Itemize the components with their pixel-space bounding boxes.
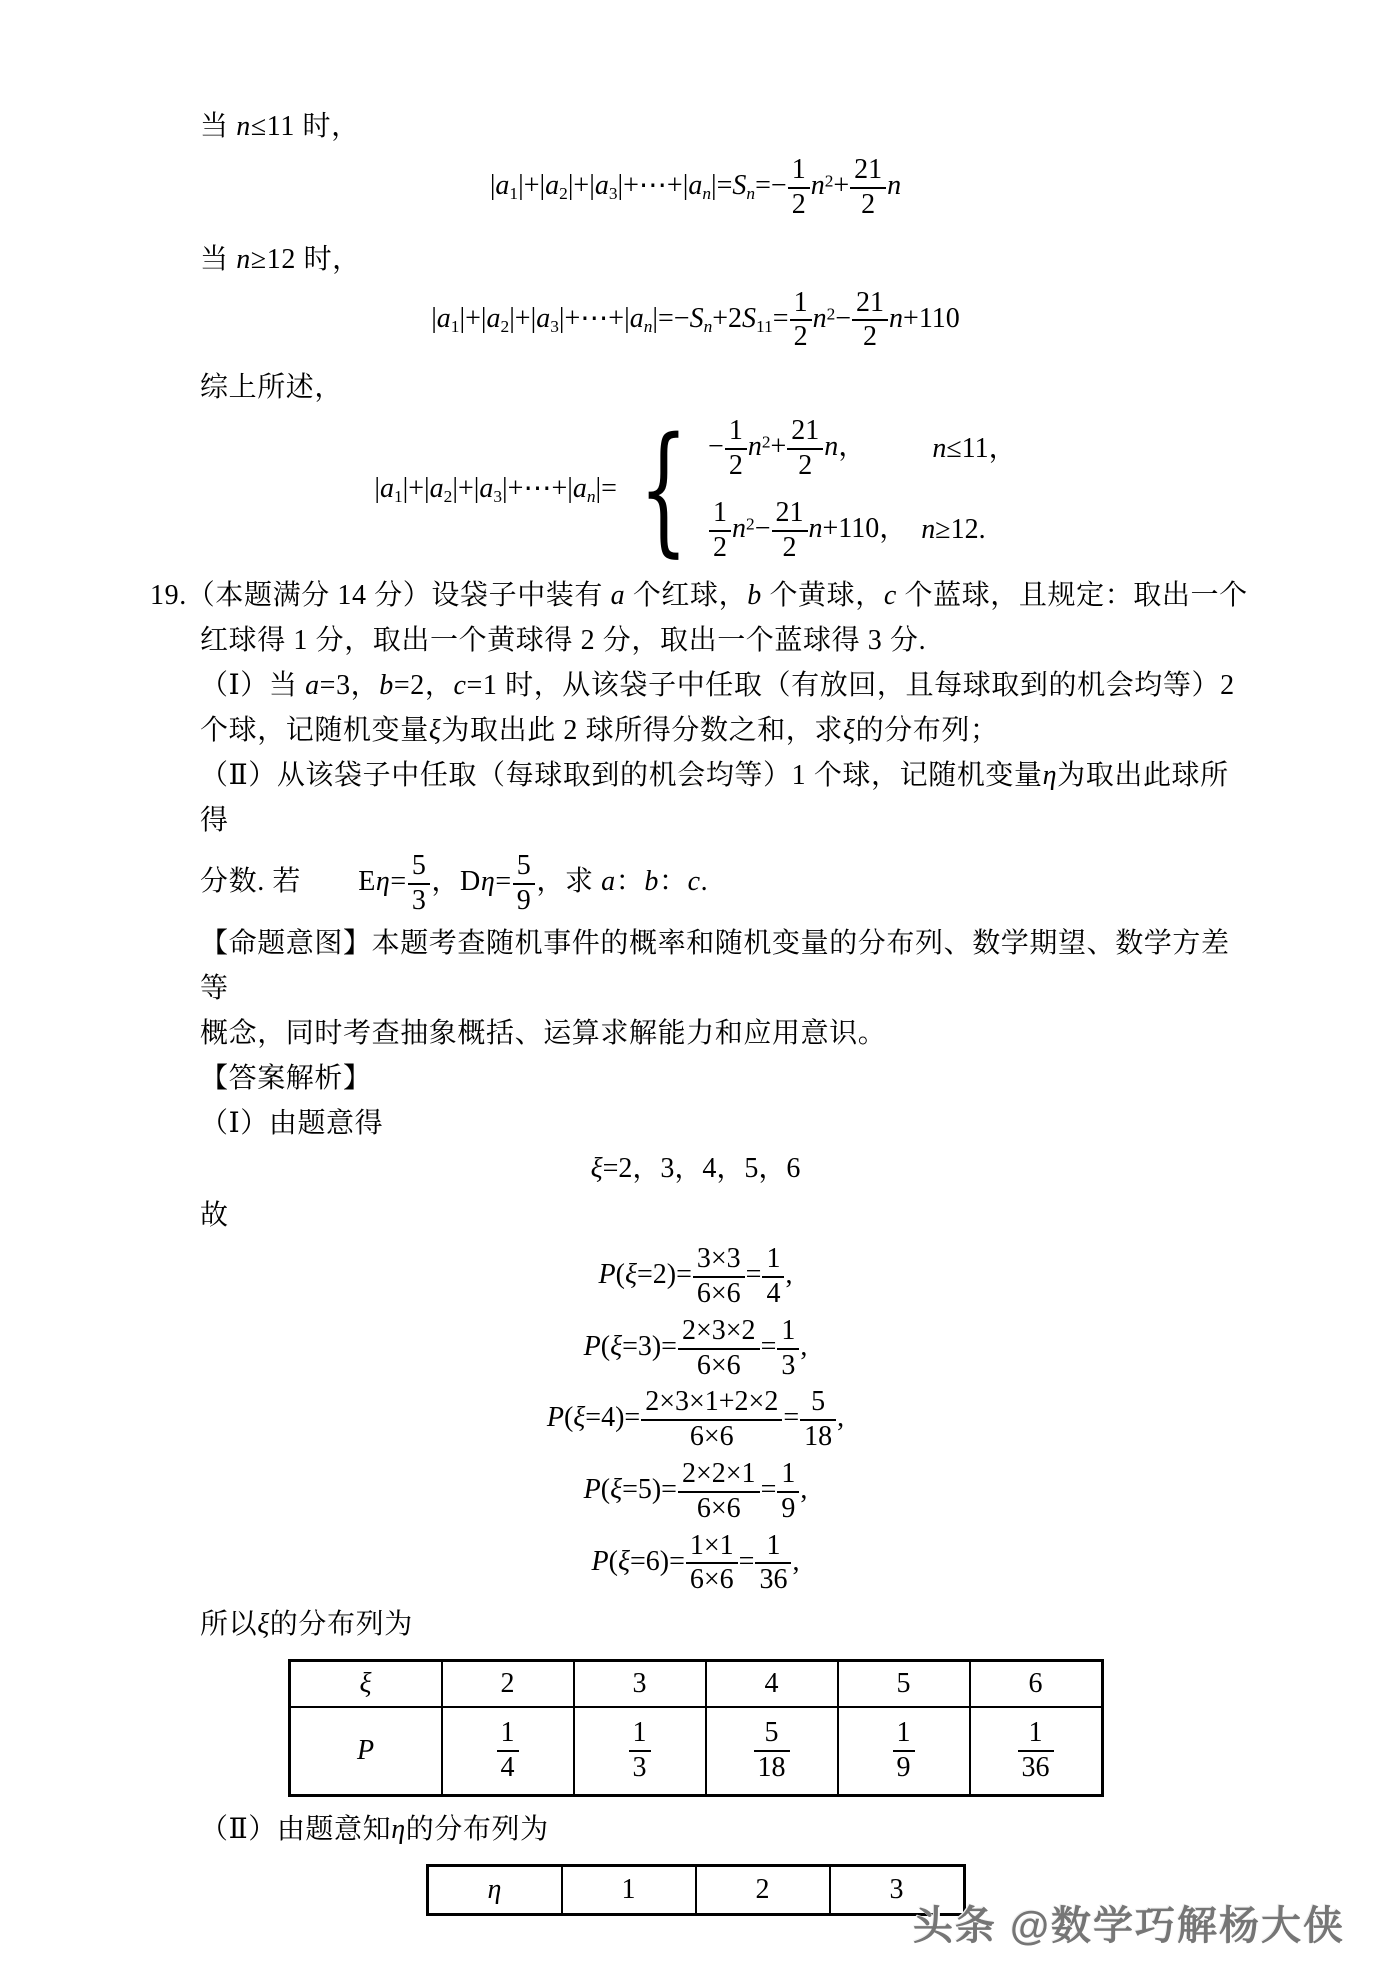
- table-cell-prob: $\frac{5}{18}$: [706, 1707, 838, 1796]
- table-cell-p-var: P: [289, 1707, 442, 1796]
- watermark-text: 头条 @数学巧解杨大侠: [912, 1904, 1345, 1948]
- question-19-part-2-line-2: 分数. 若 Eη= $\frac{5}{3}$ ，Dη= $\frac{5}{9}$ ，求 a：b：c.: [200, 850, 709, 916]
- case-1-condition: n≤11，: [932, 432, 1017, 464]
- intent-line-2: 概念，同时考查抽象概括、运算求解能力和应用意识。: [200, 1018, 887, 1050]
- table-row-eta-values: [427, 1866, 964, 1915]
- question-19-part-1-line-2: 个球，记随机变量ξ为取出此 2 球所得分数之和，求ξ的分布列；: [200, 715, 999, 747]
- question-19-line-2: 红球得 1 分，取出一个黄球得 2 分，取出一个蓝球得 3 分.: [200, 625, 927, 657]
- table-cell-xi-value: 5: [838, 1661, 970, 1708]
- part-2-solution-intro: （Ⅱ）由题意知η的分布列为: [200, 1814, 549, 1846]
- table-row-xi-probs: [289, 1707, 1102, 1796]
- xi-values-line: ξ=2，3，4，5，6: [590, 1153, 801, 1185]
- prob-equation-xi-6: P(ξ=6)= $\frac{1\times 1}{6\times 6}$ = $\frac{1}{36}$ ,: [591, 1529, 800, 1596]
- equation-sum-n-ge-12: $|a_1|+|a_2|+|a_3|+\cdots+|a_n|=-S_n+2S_{11}=$ $\frac{1}{2}$ $n^2-$ $\frac{21}{2}$ n+110: [431, 286, 960, 353]
- answer-analysis-label: 【答案解析】: [200, 1063, 372, 1095]
- piecewise-case-1: [708, 416, 1017, 482]
- xi-distribution-table: [288, 1659, 1104, 1797]
- prob-equation-xi-3: P(ξ=3)= $\frac{2\times 3\times 2}{6\times 6}$ = $\frac{1}{3}$ ,: [583, 1314, 808, 1381]
- case-2-condition: n≥12.: [921, 514, 986, 546]
- piecewise-lhs: $|a_1|+|a_2|+|a_3|+\cdots+|a_n|=$: [374, 472, 617, 506]
- intent-line-1: 【命题意图】本题考查随机事件的概率和随机变量的分布列、数学期望、数学方差等: [200, 928, 1230, 1005]
- distribution-intro-xi: 所以ξ的分布列为: [200, 1609, 413, 1641]
- curly-brace: {: [638, 408, 688, 572]
- table-cell-xi-value: 3: [574, 1661, 706, 1708]
- prob-equation-xi-2: P(ξ=2)= $\frac{3\times 3}{6\times 6}$ = $\frac{1}{4}$ ,: [598, 1243, 793, 1309]
- question-19-line-1: 19.（本题满分 14 分）设袋子中装有 a 个红球，b 个黄球，c 个蓝球，且规定：取出一个: [150, 580, 1248, 612]
- equation-sum-n-le-11: $|a_1|+|a_2|+|a_3|+\cdots+|a_n|=S_n=-$ $\frac{1}{2}$ $n^2+$ $\frac{21}{2}$ n: [489, 154, 902, 220]
- question-19-part-2-line-1: （Ⅱ）从该袋子中任取（每球取到的机会均等）1 个球，记随机变量η为取出此球所得: [200, 760, 1229, 837]
- line-when-n-ge-12: 当 n≥12 时，: [200, 243, 361, 275]
- question-19-part-1-line-1: （Ⅰ）当 a=3，b=2，c=1 时，从该袋子中任取（有放回，且每球取到的机会均等）2: [200, 670, 1235, 702]
- prob-equation-xi-4: P(ξ=4)= $\frac{2\times 3\times 1+2\times 2}{6\times 6}$ = $\frac{5}{18}$ ,: [546, 1386, 845, 1453]
- piecewise-cases: [708, 416, 1017, 563]
- piecewise-case-2: [708, 498, 1017, 564]
- table-cell-eta-var: η: [427, 1866, 562, 1915]
- gu-label: 故: [200, 1200, 229, 1232]
- part-1-solution-intro: （Ⅰ）由题意得: [200, 1108, 384, 1140]
- table-cell-xi-value: 6: [970, 1661, 1103, 1708]
- table-cell-xi-var: ξ: [289, 1661, 442, 1708]
- table-cell-xi-value: 4: [706, 1661, 838, 1708]
- piecewise-equation: [0, 408, 1391, 572]
- line-when-n-le-11: 当 n≤11 时，: [200, 111, 360, 142]
- table-cell-prob: $\frac{1}{36}$: [970, 1707, 1103, 1796]
- table-cell-prob: $\frac{1}{3}$: [574, 1707, 706, 1796]
- table-cell-prob: $\frac{1}{4}$: [442, 1707, 574, 1796]
- table-cell-eta-value: 1: [562, 1866, 696, 1915]
- table-cell-prob: $\frac{1}{9}$: [838, 1707, 970, 1796]
- case-2-expression: $\frac{1}{2}$ $n^2-$ $\frac{21}{2}$ n+110，: [708, 498, 907, 564]
- table-cell-xi-value: 2: [442, 1661, 574, 1708]
- line-summary: 综上所述，: [200, 372, 344, 404]
- table-row-xi-values: [289, 1661, 1102, 1708]
- table-cell-eta-value: 2: [696, 1866, 830, 1915]
- table-cell-eta-value: 3: [830, 1866, 965, 1915]
- prob-equation-xi-5: P(ξ=5)= $\frac{2\times 2\times 1}{6\times 6}$ = $\frac{1}{9}$ ,: [583, 1457, 808, 1524]
- case-1-expression: − $\frac{1}{2}$ $n^2+$ $\frac{21}{2}$ n，: [708, 415, 867, 481]
- eta-distribution-table: [426, 1864, 966, 1916]
